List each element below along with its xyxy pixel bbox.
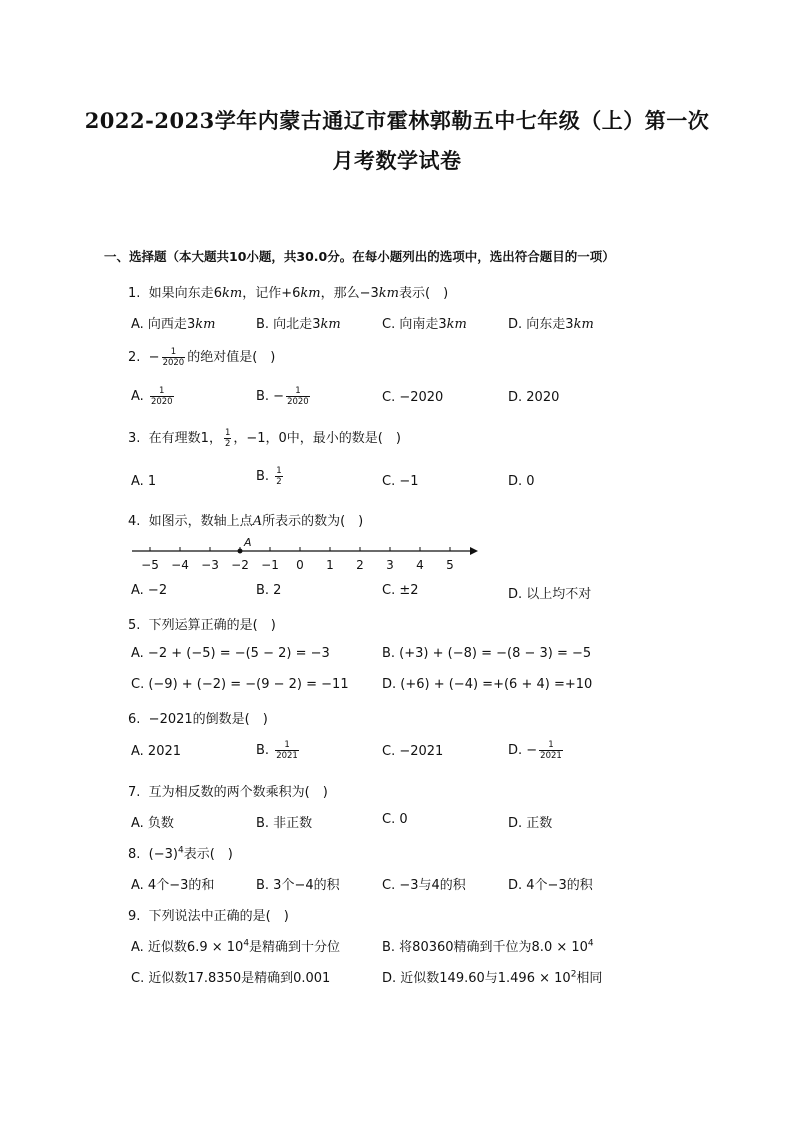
q3-option-d[interactable]: D. 0 xyxy=(508,474,535,489)
q6-option-b[interactable]: B. $\frac{1}{2021}$ xyxy=(256,740,298,761)
q5-option-c[interactable]: C. (−9) + (−2) = −(9 − 2) = −11 xyxy=(131,677,349,692)
question-7-stem: 7. 互为相反数的两个数乘积为( ) xyxy=(128,785,328,800)
q4-option-a[interactable]: A. −2 xyxy=(131,583,168,598)
number-line-tick-label: −2 xyxy=(231,558,249,572)
question-8-stem: 8. $(-3)^4$表示( ) xyxy=(128,845,233,862)
q9-option-b[interactable]: B. 将80360精确到千位为$8.0 \times 10^4$ xyxy=(382,938,594,955)
question-9-stem: 9. 下列说法中正确的是( ) xyxy=(128,909,289,924)
q3-option-c[interactable]: C. −1 xyxy=(382,474,419,489)
point-a-marker xyxy=(238,549,243,554)
number-line-tick-label: 3 xyxy=(386,558,394,572)
q2-option-c[interactable]: C. −2020 xyxy=(382,390,444,405)
question-1-stem: 1. 如果向东走6km，记作+6km，那么−3km表示( ) xyxy=(128,286,449,301)
question-5-stem: 5. 下列运算正确的是( ) xyxy=(128,618,276,633)
number-line-tick-label: 0 xyxy=(296,558,304,572)
number-line-tick-label: −5 xyxy=(141,558,159,572)
number-line-tick-label: −3 xyxy=(201,558,219,572)
q5-option-d[interactable]: D. (+6) + (−4) =+(6 + 4) =+10 xyxy=(382,677,593,692)
q7-option-c[interactable]: C. 0 xyxy=(382,812,408,827)
q6-option-a[interactable]: A. 2021 xyxy=(131,744,182,759)
q1-option-b[interactable]: B. 向北走3km xyxy=(256,317,341,332)
number-line-tick-label: −1 xyxy=(261,558,279,572)
number-line-tick-label: 1 xyxy=(326,558,334,572)
q4-option-d[interactable]: D. 以上均不对 xyxy=(508,587,592,602)
q8-option-c[interactable]: C. −3与4的积 xyxy=(382,878,466,893)
q9-option-a[interactable]: A. 近似数$6.9 \times 10^4$是精确到十分位 xyxy=(131,938,341,955)
section-heading: 一、选择题（本大题共10小题，共30.0分。在每小题列出的选项中，选出符合题目的一项） xyxy=(104,249,615,264)
q9-option-c[interactable]: C. 近似数17.8350是精确到0.001 xyxy=(131,971,331,986)
question-4-stem: 4. 如图示，数轴上点A所表示的数为( ) xyxy=(128,514,364,529)
q6-option-c[interactable]: C. −2021 xyxy=(382,744,444,759)
number-line-tick-label: 2 xyxy=(356,558,364,572)
q1-option-c[interactable]: C. 向南走3km xyxy=(382,317,467,332)
exam-title-line1: 2022-2023学年内蒙古通辽市霍林郭勒五中七年级（上）第一次 xyxy=(84,108,710,133)
q2-option-b[interactable]: B. − $\frac{1}{2020}$ xyxy=(256,386,309,407)
q7-option-b[interactable]: B. 非正数 xyxy=(256,816,313,831)
number-line-tick-label: 4 xyxy=(416,558,424,572)
question-2-stem: 2. − $\frac{1}{2020}$ 的绝对值是( ) xyxy=(128,347,276,368)
number-line-tick-label: −4 xyxy=(171,558,189,572)
q5-option-b[interactable]: B. (+3) + (−8) = −(8 − 3) = −5 xyxy=(382,646,592,661)
q3-option-b[interactable]: B. $\frac{1}{2}$ xyxy=(256,466,282,487)
q8-option-b[interactable]: B. 3个−4的积 xyxy=(256,878,340,893)
q8-option-a[interactable]: A. 4个−3的和 xyxy=(131,878,215,893)
q4-option-b[interactable]: B. 2 xyxy=(256,583,282,598)
exam-title-line2: 月考数学试卷 xyxy=(332,148,462,173)
fraction: $\frac{1}{2020}$ xyxy=(162,347,185,368)
q7-option-d[interactable]: D. 正数 xyxy=(508,816,553,831)
q1-option-a[interactable]: A. 向西走3km xyxy=(131,317,216,332)
q4-option-c[interactable]: C. ±2 xyxy=(382,583,419,598)
q9-option-d[interactable]: D. 近似数149.60与$1.496 \times 10^2$相同 xyxy=(382,969,603,986)
q2-option-d[interactable]: D. 2020 xyxy=(508,390,560,405)
number-line-arrow xyxy=(470,547,478,555)
question-3-stem: 3. 在有理数1， $\frac{1}{2}$ ，−1，0中，最小的数是( ) xyxy=(128,428,401,449)
number-line-tick-label: 5 xyxy=(446,558,454,572)
q5-option-a[interactable]: A. −2 + (−5) = −(5 − 2) = −3 xyxy=(131,646,330,661)
q3-option-a[interactable]: A. 1 xyxy=(131,474,157,489)
q1-option-d[interactable]: D. 向东走3km xyxy=(508,317,594,332)
number-line-figure xyxy=(130,535,490,575)
point-a-label: A xyxy=(244,536,252,549)
q2-option-a[interactable]: A. $\frac{1}{2020}$ xyxy=(131,386,173,407)
q8-option-d[interactable]: D. 4个−3的积 xyxy=(508,878,593,893)
q7-option-a[interactable]: A. 负数 xyxy=(131,816,174,831)
q6-option-d[interactable]: D. − $\frac{1}{2021}$ xyxy=(508,740,562,761)
question-6-stem: 6. −2021的倒数是( ) xyxy=(128,712,268,727)
